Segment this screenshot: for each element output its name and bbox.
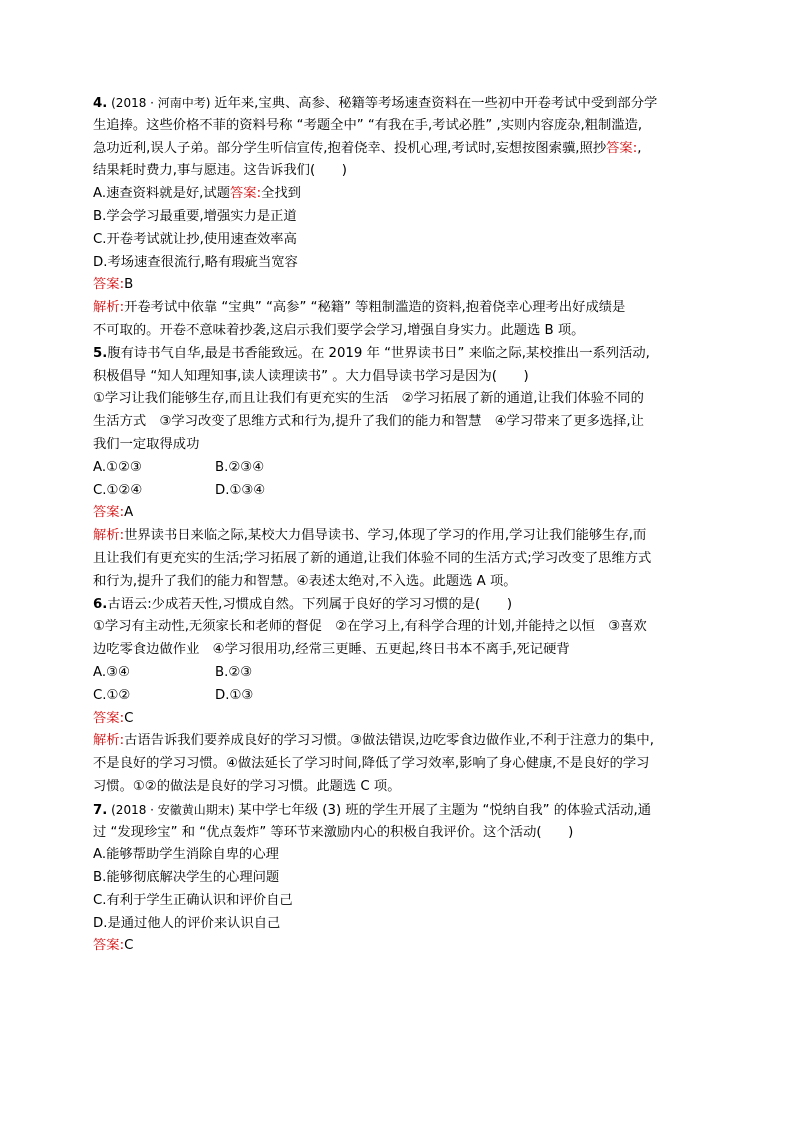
q5-option-d: D.①③④ bbox=[215, 482, 266, 498]
q6-number: 6. bbox=[93, 596, 108, 612]
q4-option-a-pre: A.速查资料就是好,试题 bbox=[93, 186, 230, 202]
q6-option-b: B.②③ bbox=[215, 664, 253, 680]
q5-option-a: A.①②③ bbox=[93, 459, 142, 475]
q6-explanation-text-1: 古语告诉我们要养成良好的学习习惯。③做法错误,边吃零食边做作业,不利于注意力的集中, bbox=[124, 733, 654, 749]
q6-option-d: D.①③ bbox=[215, 687, 254, 703]
q5-answer bbox=[93, 502, 713, 525]
q7-option-b: B.能够彻底解决学生的心理问题 bbox=[93, 870, 280, 886]
q6-stem-text: 古语云:少成若天性,习惯成自然。下列属于良好的学习习惯的是( ) bbox=[107, 596, 513, 612]
q7-number: 7. bbox=[93, 802, 108, 818]
q5-explanation-3: 和行为,提升了我们的能力和智慧。④表述太绝对,不入选。此题选 A 项。 bbox=[93, 573, 517, 589]
q7-line-2: 过 “发现珍宝” 和 “优点轰炸” 等环节来激励内心的积极自我评价。这个活动( ) bbox=[93, 824, 574, 840]
q4-source: (2018 · 河南中考) bbox=[107, 96, 215, 110]
document-page bbox=[93, 92, 713, 958]
q5-answer-label: 答案: bbox=[93, 505, 125, 521]
q4-line-4: 结果耗时费力,事与愿违。这告诉我们( ) bbox=[93, 163, 347, 179]
q5-statement-2: 生活方式 ③学习改变了思维方式和行为,提升了我们的能力和智慧 ④学习带来了更多选择,让 bbox=[93, 414, 644, 430]
q5-explanation-2: 且让我们有更充实的生活;学习拓展了新的通道,让我们体验不同的生活方式;学习改变了思维方式 bbox=[93, 550, 652, 566]
q7-source: (2018 · 安徽黄山期末) bbox=[107, 802, 239, 817]
q6-options-row-2 bbox=[93, 685, 713, 708]
q6-statement-2: 边吃零食边做作业 ④学习很用功,经常三更睡、五更起,终日书本不离手,死记硬背 bbox=[93, 642, 570, 658]
q4-explanation-2: 不可取的。开卷不意味着抄袭,这启示我们要学会学习,增强自身实力。此题选 B 项。 bbox=[93, 322, 585, 338]
q7-option-d: D.是通过他人的评价来认识自己 bbox=[93, 915, 281, 931]
q7-line-1 bbox=[93, 799, 713, 822]
q4-explanation-label: 解析: bbox=[93, 300, 125, 316]
q5-explanation-label: 解析: bbox=[93, 528, 125, 544]
q5-options-row-2 bbox=[93, 480, 713, 503]
q5-statement-3: 我们一定取得成功 bbox=[93, 436, 200, 452]
q4-line-3-text: 急功近利,误人子弟。部分学生听信宣传,抱着侥幸、投机心理,考试时,妄想按图索骥,照抄 bbox=[93, 140, 607, 156]
q6-statement-1: ①学习有主动性,无须家长和老师的督促 ②在学习上,有科学合理的计划,并能持之以恒 ③喜欢 bbox=[93, 619, 647, 635]
q6-option-a: A.③④ bbox=[93, 664, 130, 680]
q6-explanation-1 bbox=[93, 730, 713, 753]
q5-number: 5. bbox=[93, 345, 108, 361]
q6-answer-value: C bbox=[124, 710, 134, 726]
q6-line-1 bbox=[93, 594, 713, 617]
q5-statement-1: ①学习让我们能够生存,而且让我们有更充实的生活 ②学习拓展了新的通道,让我们体验不同的 bbox=[93, 391, 644, 407]
q4-line-2: 生追捧。这些价格不菲的资料号称 “考题全中” “有我在手,考试必胜” ,实则内容庞杂,粗制滥造, bbox=[93, 117, 643, 133]
q6-explanation-label: 解析: bbox=[93, 733, 125, 749]
q5-stem-text: 腹有诗书气自华,最是书香能致远。在 2019 年 “世界读书日” 来临之际,某校推出一系列活动, bbox=[107, 345, 650, 361]
q4-answer-value: B bbox=[124, 277, 134, 293]
q4-option-d: D.考场速查很流行,略有瑕疵当宽容 bbox=[93, 254, 298, 270]
q6-answer-label: 答案: bbox=[93, 710, 125, 726]
q7-option-a: A.能够帮助学生消除自卑的心理 bbox=[93, 847, 279, 863]
q4-line-3 bbox=[93, 138, 713, 161]
q4-number: 4. bbox=[93, 96, 108, 111]
q4-line-1 bbox=[93, 92, 713, 115]
q7-answer-value: C bbox=[124, 938, 134, 954]
q4-answer bbox=[93, 274, 713, 297]
q7-answer bbox=[93, 935, 713, 958]
q4-option-b: B.学会学习最重要,增强实力是正道 bbox=[93, 208, 297, 224]
q5-line-1 bbox=[93, 343, 713, 366]
q5-option-c: C.①②④ bbox=[93, 482, 143, 498]
q5-explanation-text-1: 世界读书日来临之际,某校大力倡导读书、学习,体现了学习的作用,学习让我们能够生存,而 bbox=[124, 528, 647, 544]
q6-option-c: C.①② bbox=[93, 687, 131, 703]
q4-option-a bbox=[93, 183, 713, 206]
q6-options-row-1 bbox=[93, 662, 713, 685]
q5-options-row-1 bbox=[93, 457, 713, 480]
q4-explanation-1 bbox=[93, 297, 713, 320]
q7-answer-label: 答案: bbox=[93, 938, 125, 954]
q4-option-a-red: 答案: bbox=[230, 186, 262, 202]
q6-explanation-3: 习惯。①②的做法是良好的学习习惯。此题选 C 项。 bbox=[93, 778, 401, 794]
q7-stem-text: 某中学七年级 (3) 班的学生开展了主题为 “悦纳自我” 的体验式活动,通 bbox=[238, 802, 652, 818]
q6-explanation-2: 不是良好的学习习惯。④做法延长了学习时间,降低了学习效率,影响了身心健康,不是良好的学习 bbox=[93, 756, 650, 772]
q4-explanation-text-1: 开卷考试中依靠 “宝典” “高参” “秘籍” 等粗制滥造的资料,抱着侥幸心理考出好成绩是 bbox=[124, 300, 626, 316]
q4-inline-answer-label: 答案: bbox=[606, 140, 638, 156]
q4-option-c: C.开卷考试就让抄,使用速查效率高 bbox=[93, 231, 297, 247]
q4-option-a-post: 全找到 bbox=[261, 186, 301, 202]
q5-option-b: B.②③④ bbox=[215, 459, 265, 475]
q5-line-2: 积极倡导 “知人知理知事,读人读理读书” 。大力倡导读书学习是因为( ) bbox=[93, 368, 529, 384]
q7-option-c: C.有利于学生正确认识和评价自己 bbox=[93, 892, 293, 908]
q5-answer-value: A bbox=[124, 505, 134, 521]
q6-answer bbox=[93, 708, 713, 731]
q5-explanation-1 bbox=[93, 525, 713, 548]
q4-answer-label: 答案: bbox=[93, 277, 125, 293]
q4-line-3-tail: , bbox=[637, 140, 642, 156]
q4-stem-text: 近年来,宝典、高参、秘籍等考场速查资料在一些初中开卷考试中受到部分学 bbox=[214, 96, 658, 111]
